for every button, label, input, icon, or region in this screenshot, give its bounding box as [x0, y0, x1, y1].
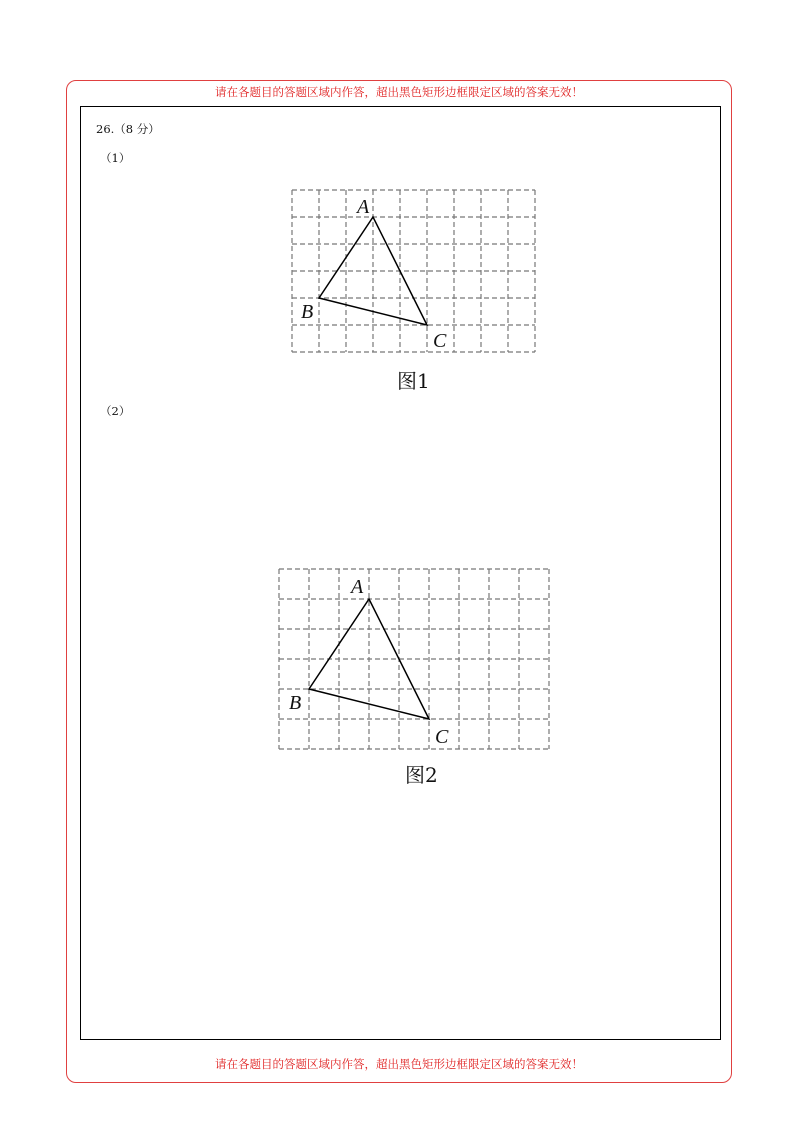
- figure-2-vertex-b-label: B: [289, 692, 302, 714]
- figure-2-grid-diagram: [272, 564, 562, 758]
- part-2-label: （2）: [100, 404, 131, 418]
- figure-2-vertex-a-label: A: [351, 576, 364, 598]
- top-notice: 请在各题目的答题区域内作答，超出黑色矩形边框限定区域的答案无效！: [215, 85, 583, 99]
- figure-1-vertex-b-label: B: [301, 301, 314, 323]
- bottom-notice: 请在各题目的答题区域内作答，超出黑色矩形边框限定区域的答案无效！: [215, 1057, 583, 1071]
- figure-2-vertex-c-label: C: [435, 726, 449, 748]
- part-1-label: （1）: [100, 151, 131, 165]
- figure-1-vertex-c-label: C: [433, 330, 447, 352]
- figure-2-grid-lines: [279, 569, 549, 749]
- question-header: 26.（8 分）: [96, 122, 160, 136]
- figure-1-grid-diagram: [286, 185, 546, 365]
- figure-1-vertex-a-label: A: [357, 196, 370, 218]
- figure-1-caption: 图1: [397, 369, 430, 393]
- figure-2-caption: 图2: [405, 763, 438, 787]
- figure-1-grid-lines: [292, 190, 535, 352]
